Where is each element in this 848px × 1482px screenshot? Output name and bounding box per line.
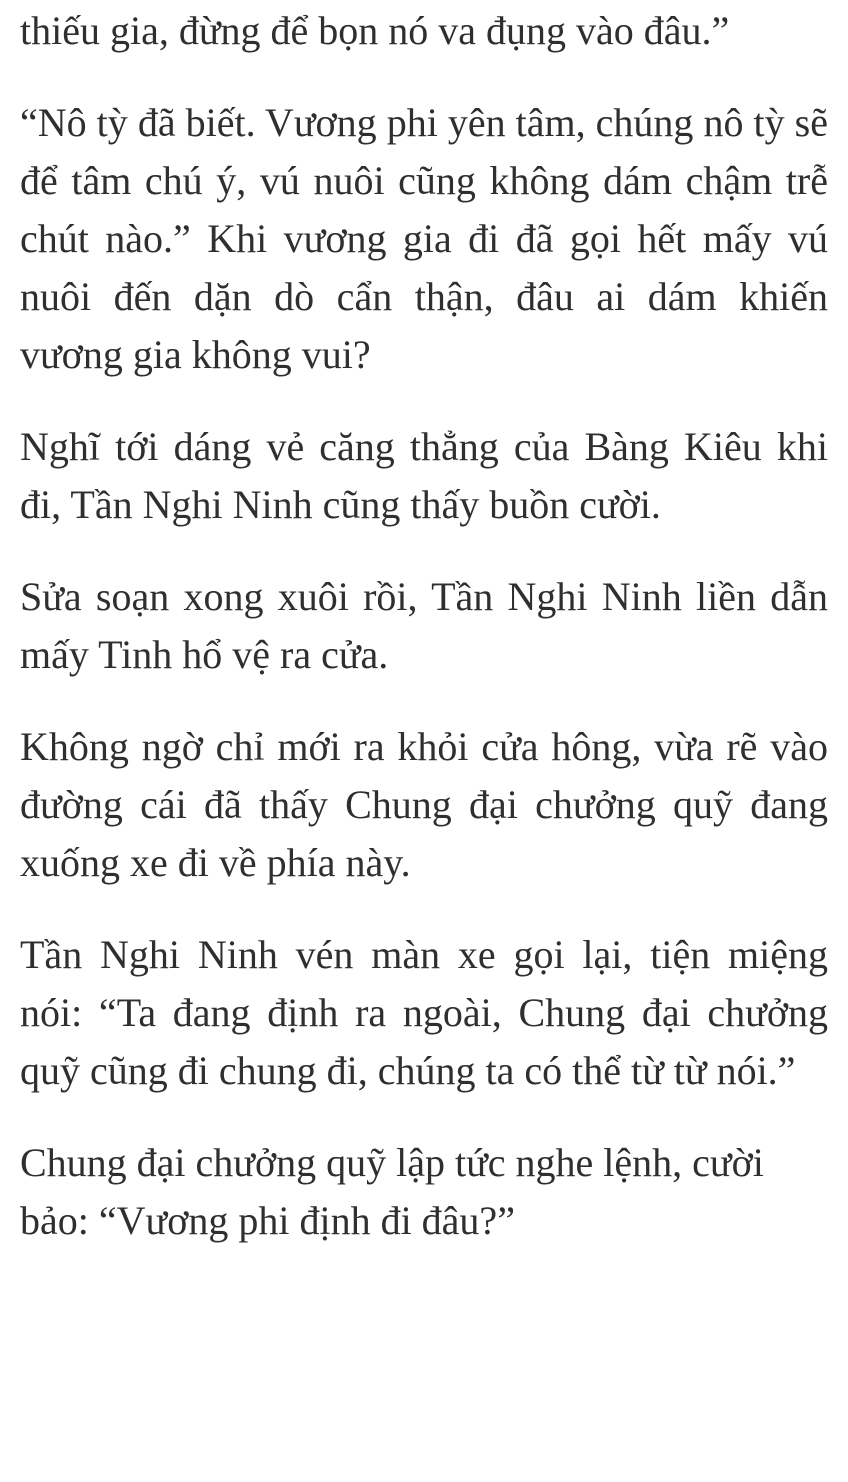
paragraph: Sửa soạn xong xuôi rồi, Tần Nghi Ninh liền dẫn mấy Tinh hổ vệ ra cửa.: [20, 574, 828, 677]
paragraph: “Nô tỳ đã biết. Vương phi yên tâm, chúng nô tỳ sẽ để tâm chú ý, vú nuôi cũng không dám chậm trễ chút nào.” Khi vương gia đi đã gọi hết mấy vú nuôi đến dặn dò cẩn thận, đâu ai dám khiến vương gia không vui?: [20, 100, 828, 377]
paragraph: Tần Nghi Ninh vén màn xe gọi lại, tiện miệng nói: “Ta đang định ra ngoài, Chung đại chưởng quỹ cũng đi chung đi, chúng ta có thể từ từ nói.”: [20, 932, 828, 1093]
paragraph: Chung đại chưởng quỹ lập tức nghe lệnh, cười bảo: “Vương phi định đi đâu?”: [20, 1140, 764, 1243]
paragraph: thiếu gia, đừng để bọn nó va đụng vào đâu.”: [20, 8, 730, 53]
paragraph: Không ngờ chỉ mới ra khỏi cửa hông, vừa rẽ vào đường cái đã thấy Chung đại chưởng quỹ đang xuống xe đi về phía này.: [20, 724, 828, 885]
paragraph: Nghĩ tới dáng vẻ căng thẳng của Bàng Kiêu khi đi, Tần Nghi Ninh cũng thấy buồn cười.: [20, 424, 828, 527]
